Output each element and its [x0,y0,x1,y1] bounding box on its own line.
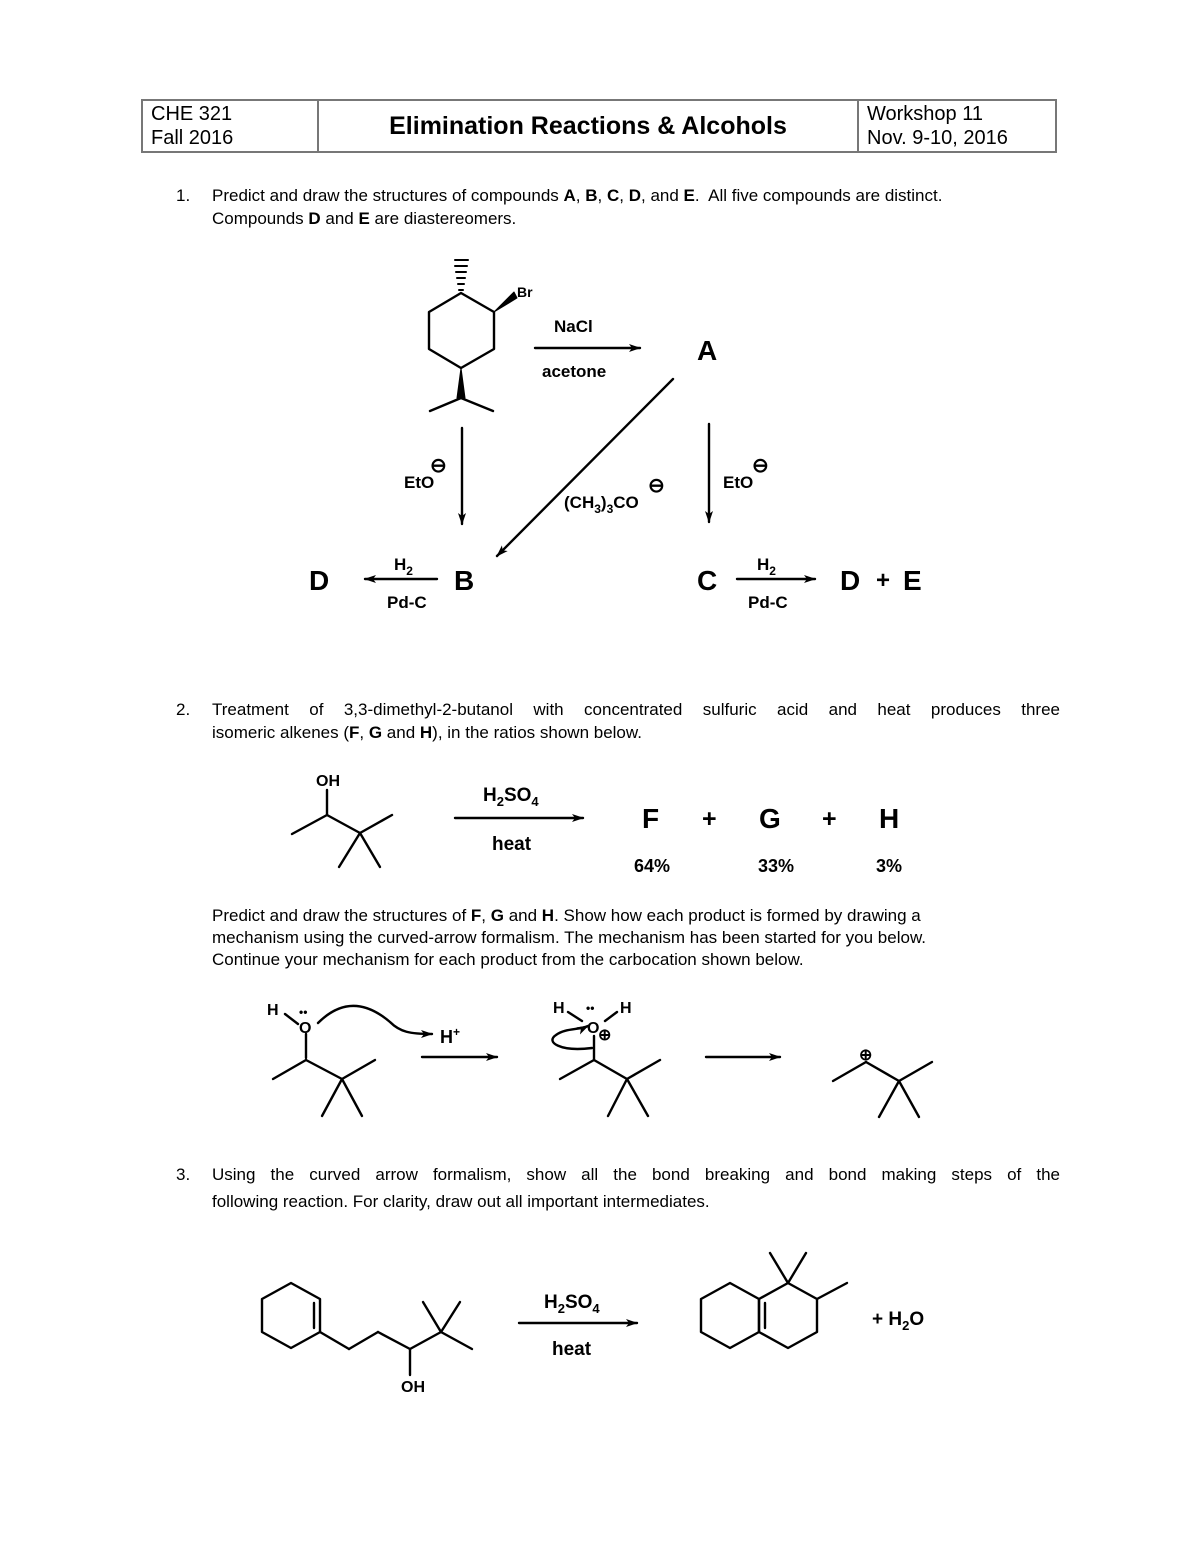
h-atom: H [620,1000,632,1017]
label-f: F [470,906,482,925]
q2-line-1: Treatment of 3,3-dimethyl-2-butanol with concentrated sulfuric acid and heat produces three [212,700,1060,719]
label-a: A [563,186,576,205]
q2-text: Predict and draw the structures of [212,906,471,925]
product-f: F [642,803,660,834]
plus-sign: + [702,805,717,833]
q2-para-line-2: mechanism using the curved-arrow formalism. The mechanism has been started for you below. [212,928,927,947]
mechanism-carbocation [833,1062,932,1117]
compound-b: B [454,565,475,596]
compound-d: D [309,565,330,596]
label-e: E [683,186,695,205]
workshop-date: Nov. 9-10, 2016 [867,127,1008,149]
minus-charge-icon: ⊖ [752,455,769,477]
q3-product [701,1253,847,1348]
q2-para-line-1: Predict and draw the structures of F, G and H. Show how each product is formed by drawing a [212,906,921,925]
q2-text: ), in the ratios shown below. [432,723,642,742]
water-product: + $H_2O$ [872,1309,925,1333]
compound-c: C [697,565,718,596]
label-g: G [490,906,504,925]
q1-text: Compounds [212,209,309,228]
course-term: Fall 2016 [151,127,234,149]
q2-para-line-3: Continue your mechanism for each product from the carbocation shown below. [212,950,804,969]
product-h: H [879,803,900,834]
label-c: C [606,186,620,205]
q1-starting-material [429,260,517,411]
page-title: Elimination Reactions & Alcohols [319,101,859,151]
arrow-a-to-b [497,379,673,556]
h-atom: H [553,1000,565,1017]
q3-line-2: following reaction. For clarity, draw out all important intermediates. [212,1192,710,1211]
label-e: E [358,209,370,228]
o-atom: O [299,1020,312,1037]
question-number: 2. [176,700,191,719]
reagent-pdc-right: Pd-C [748,593,788,612]
oh-label: OH [316,773,340,790]
q1-text: Predict and draw the structures of compounds [212,186,564,205]
q2-starting-alcohol [292,790,392,867]
label-b: B [585,186,598,205]
mechanism-alcohol [273,1014,375,1116]
compound-d: D [840,565,861,596]
question-1-line-1: Predict and draw the structures of compounds A, B, C, D, and E. All five compounds are distinct. [212,186,943,205]
reagent-tbuo: $(CH_3)_3CO$ [564,493,639,516]
course-code: CHE 321 [151,103,233,125]
reagent-h2-right: $H_2$ [757,555,776,578]
q3-starting-material [262,1283,472,1375]
reagent-h2so4-q3: $H_2SO_4$ [544,1292,600,1316]
curved-arrow-protonation [318,1006,432,1034]
product-g: G [759,803,781,834]
h-plus: H+ [440,1025,461,1047]
reagent-heat: heat [492,834,532,855]
question-number: 3. [176,1165,191,1184]
label-g: G [368,723,383,742]
o-atom: O [587,1020,600,1037]
minus-charge-icon: ⊖ [430,455,447,477]
reagent-h2so4: $H_2SO_4$ [483,785,539,809]
oh-label: OH [401,1379,425,1396]
minus-charge-icon: ⊖ [648,475,665,497]
label-h: H [419,723,433,742]
reagent-pdc-left: Pd-C [387,593,427,612]
compound-e: E [903,565,922,596]
plus-sign: + [876,567,891,594]
percent-f: 64% [634,856,671,876]
reagent-h2-left: $H_2$ [394,555,413,578]
q1-text: and [320,209,359,228]
br-label: Br [517,284,533,300]
carbocation-charge-icon: ⊕ [859,1047,873,1064]
label-d: D [308,209,321,228]
q2-text: and [382,723,420,742]
plus-charge-icon: ⊕ [598,1027,612,1044]
q1-text: are diastereomers. [369,209,517,228]
reagent-eto-left: EtO [404,473,435,492]
compound-a: A [697,335,718,366]
lone-pair: •• [299,1005,308,1019]
reagent-nacl: NaCl [554,317,593,336]
q2-line-2: isomeric alkenes (F, G and H), in the ratios shown below. [212,723,642,742]
h-atom: H [267,1002,279,1019]
reagent-heat-q3: heat [552,1339,592,1360]
label-d: D [628,186,641,205]
percent-h: 3% [876,856,903,876]
percent-g: 33% [758,856,795,876]
lone-pair: •• [586,1001,595,1015]
plus-sign: + [822,805,837,833]
q2-text: isomeric alkenes ( [212,723,349,742]
reagent-eto-right: EtO [723,473,754,492]
q1-text: All five compounds are distinct. [708,186,943,205]
q3-line-1: Using the curved arrow formalism, show all the bond breaking and bond making steps of the [212,1165,1060,1184]
label-h: H [541,906,555,925]
q2-text: . Show how each product is formed by drawing a [554,906,921,925]
label-f: F [349,723,360,742]
workshop-number: Workshop 11 [867,103,983,125]
question-number: 1. [176,186,191,205]
reagent-acetone: acetone [542,362,607,381]
